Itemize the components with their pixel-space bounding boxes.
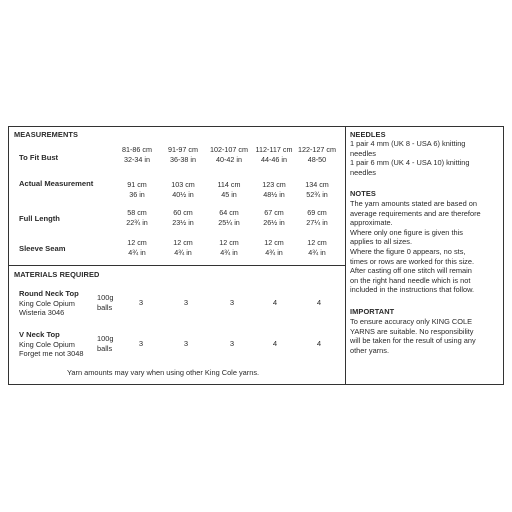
size-cell: 12 cm 4¾ in <box>307 238 327 257</box>
material-item-v-neck: V Neck Top King Cole Opium Forget me not 3048 <box>19 330 84 359</box>
size-cell: 12 cm 4¾ in <box>127 238 147 257</box>
quantity-cell: 3 <box>138 298 144 307</box>
yarn-unit: 100g balls <box>97 334 114 353</box>
size-cell: 102-107 cm 40-42 in <box>210 145 248 164</box>
size-cell: 103 cm 40½ in <box>171 180 195 199</box>
important-text: To ensure accuracy only KING COLE YARNS are suitable. No responsibility will be taken for the result of using any other yarns. <box>350 317 476 355</box>
size-cell: 91-97 cm 36-38 in <box>168 145 198 164</box>
size-cell: 12 cm 4¾ in <box>219 238 239 257</box>
row-label-sleeve-seam: Sleeve Seam <box>19 244 66 253</box>
quantity-cell: 3 <box>229 298 235 307</box>
size-cell: 67 cm 26½ in <box>263 208 285 227</box>
section-divider <box>9 265 345 266</box>
measurements-heading: MEASUREMENTS <box>14 130 79 139</box>
row-label-actual-measurement: Actual Measurement <box>19 179 94 188</box>
notes-text: The yarn amounts stated are based on average requirements and are therefore approximate. Where only one figure is given this applies to all sizes. Where the figure 0 appears, no sts, times or rows are worked for this size. After casting off one stitch will remain on the right hand needle which is not included in the instructions that follow. <box>350 199 481 295</box>
quantity-cell: 3 <box>229 339 235 348</box>
size-cell: 91 cm 36 in <box>127 180 147 199</box>
size-cell: 12 cm 4¾ in <box>173 238 193 257</box>
yarn-unit: 100g balls <box>97 293 114 312</box>
pattern-info-panel <box>8 126 504 385</box>
size-cell: 123 cm 48½ in <box>262 180 286 199</box>
size-cell: 58 cm 22¾ in <box>126 208 148 227</box>
column-divider <box>345 127 346 384</box>
quantity-cell: 3 <box>138 339 144 348</box>
size-cell: 122-127 cm 48-50 <box>298 145 336 164</box>
important-heading: IMPORTANT <box>350 307 395 316</box>
quantity-cell: 4 <box>272 298 278 307</box>
size-cell: 112-117 cm 44-46 in <box>255 145 293 164</box>
quantity-cell: 3 <box>183 298 189 307</box>
material-item-round-neck: Round Neck Top King Cole Opium Wisteria 3046 <box>19 289 79 318</box>
quantity-cell: 3 <box>183 339 189 348</box>
size-cell: 114 cm 45 in <box>217 180 241 199</box>
row-label-to-fit-bust: To Fit Bust <box>19 153 59 162</box>
yarn-footnote: Yarn amounts may vary when using other King Cole yarns. <box>67 368 260 377</box>
size-cell: 81-86 cm 32-34 in <box>122 145 152 164</box>
size-cell: 12 cm 4¾ in <box>264 238 284 257</box>
size-cell: 64 cm 25¼ in <box>218 208 240 227</box>
size-cell: 69 cm 27¼ in <box>306 208 328 227</box>
size-cell: 60 cm 23½ in <box>172 208 194 227</box>
needles-heading: NEEDLES <box>350 130 386 139</box>
needles-text: 1 pair 4 mm (UK 8 - USA 6) knitting needles 1 pair 6 mm (UK 4 - USA 10) knitting needles <box>350 139 470 177</box>
row-label-full-length: Full Length <box>19 214 60 223</box>
quantity-cell: 4 <box>316 298 322 307</box>
quantity-cell: 4 <box>316 339 322 348</box>
size-cell: 134 cm 52¾ in <box>305 180 329 199</box>
materials-heading: MATERIALS REQUIRED <box>14 270 100 279</box>
notes-heading: NOTES <box>350 189 376 198</box>
quantity-cell: 4 <box>272 339 278 348</box>
